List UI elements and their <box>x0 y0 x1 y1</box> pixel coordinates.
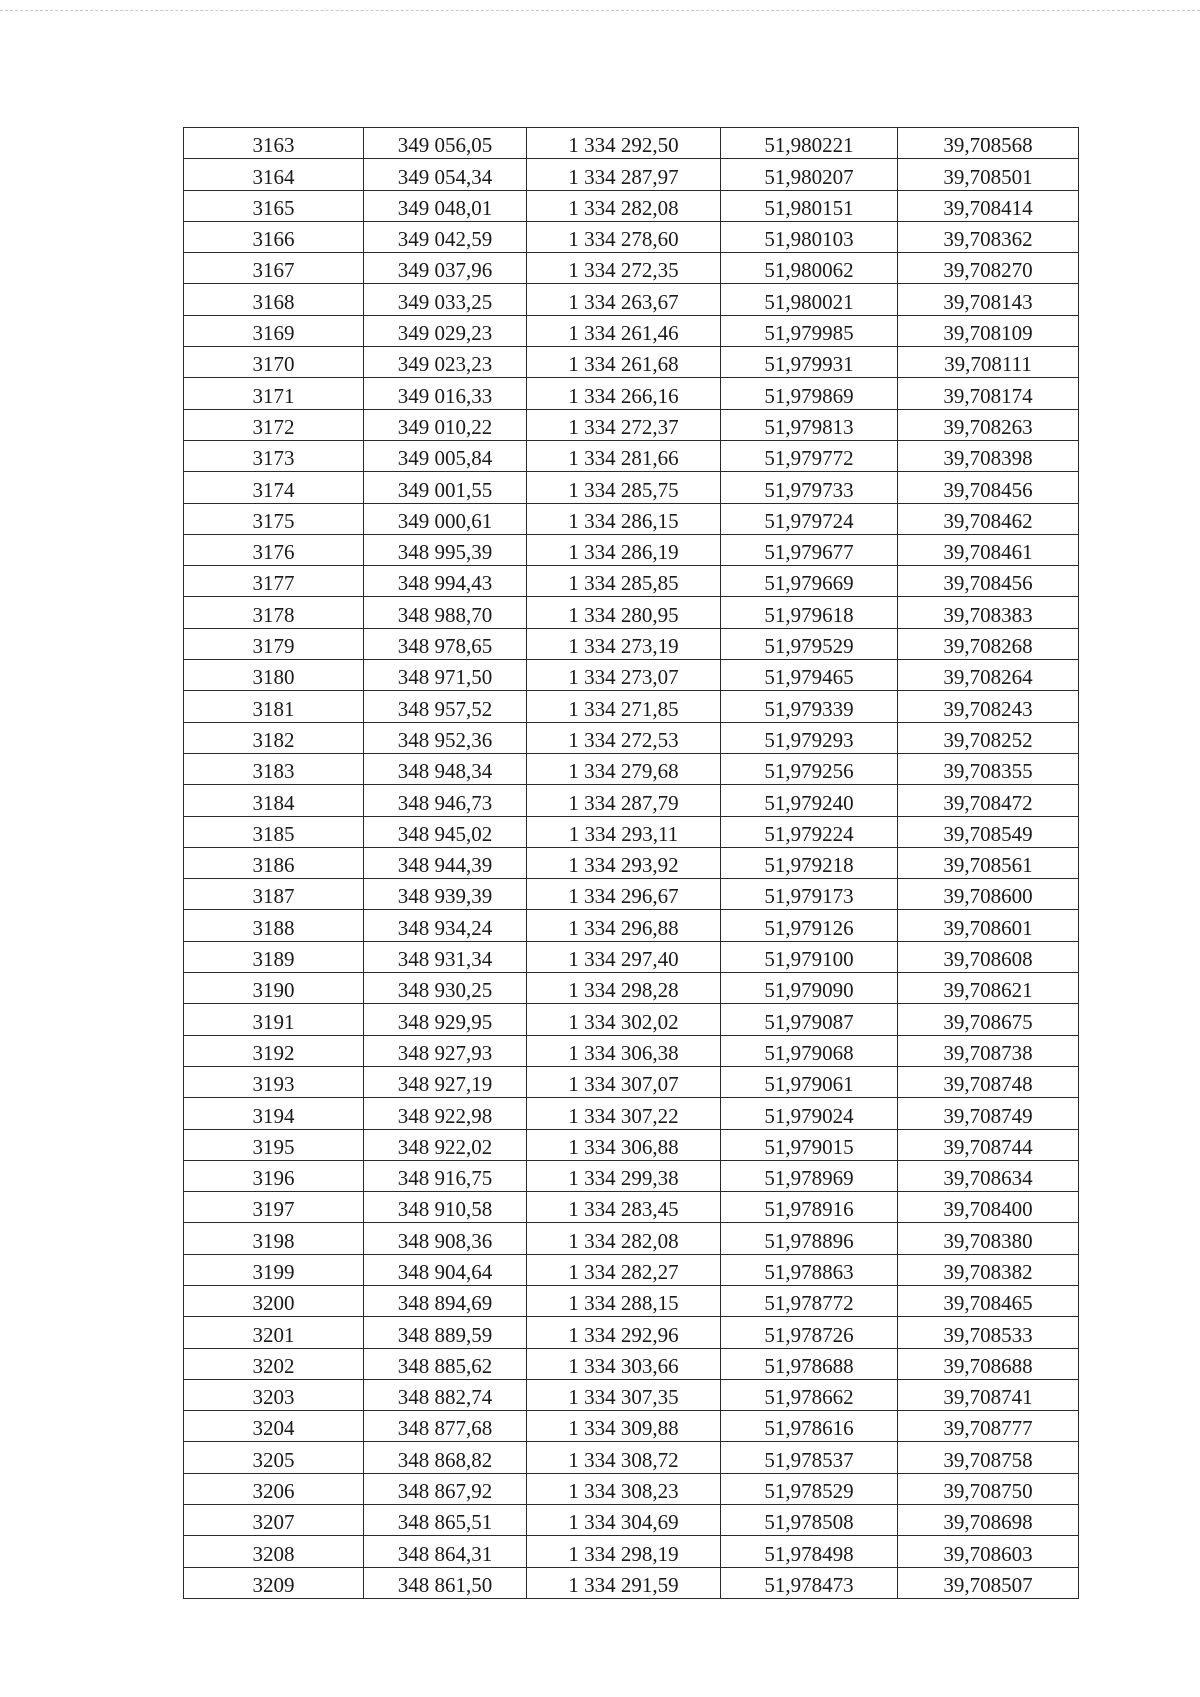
table-row <box>184 347 1079 378</box>
point-number-cell: 3169 <box>184 315 364 346</box>
table-row <box>184 1035 1079 1066</box>
y-coordinate-cell: 1 334 296,67 <box>527 879 721 910</box>
table-row <box>184 1004 1079 1035</box>
point-number-cell: 3205 <box>184 1442 364 1473</box>
longitude-cell: 39,708383 <box>898 597 1079 628</box>
latitude-cell: 51,979985 <box>721 315 898 346</box>
table-row <box>184 816 1079 847</box>
table-row <box>184 315 1079 346</box>
point-number-cell: 3208 <box>184 1536 364 1567</box>
x-coordinate-cell: 348 916,75 <box>364 1160 527 1191</box>
x-coordinate-cell: 348 904,64 <box>364 1254 527 1285</box>
latitude-cell: 51,978662 <box>721 1379 898 1410</box>
longitude-cell: 39,708243 <box>898 691 1079 722</box>
table-row <box>184 534 1079 565</box>
point-number-cell: 3176 <box>184 534 364 565</box>
latitude-cell: 51,979100 <box>721 941 898 972</box>
scan-top-edge <box>0 10 1200 11</box>
y-coordinate-cell: 1 334 279,68 <box>527 753 721 784</box>
y-coordinate-cell: 1 334 283,45 <box>527 1192 721 1223</box>
table-row <box>184 785 1079 816</box>
x-coordinate-cell: 348 978,65 <box>364 628 527 659</box>
table-row <box>184 1160 1079 1191</box>
point-number-cell: 3175 <box>184 503 364 534</box>
x-coordinate-cell: 348 927,19 <box>364 1066 527 1097</box>
table-row <box>184 1129 1079 1160</box>
table-row <box>184 440 1079 471</box>
point-number-cell: 3180 <box>184 660 364 691</box>
longitude-cell: 39,708414 <box>898 190 1079 221</box>
x-coordinate-cell: 349 054,34 <box>364 159 527 190</box>
x-coordinate-cell: 348 908,36 <box>364 1223 527 1254</box>
table-row <box>184 753 1079 784</box>
y-coordinate-cell: 1 334 298,19 <box>527 1536 721 1567</box>
x-coordinate-cell: 348 939,39 <box>364 879 527 910</box>
table-row <box>184 597 1079 628</box>
x-coordinate-cell: 349 029,23 <box>364 315 527 346</box>
point-number-cell: 3165 <box>184 190 364 221</box>
y-coordinate-cell: 1 334 286,19 <box>527 534 721 565</box>
x-coordinate-cell: 348 885,62 <box>364 1348 527 1379</box>
x-coordinate-cell: 349 005,84 <box>364 440 527 471</box>
longitude-cell: 39,708568 <box>898 128 1079 159</box>
point-number-cell: 3192 <box>184 1035 364 1066</box>
x-coordinate-cell: 349 000,61 <box>364 503 527 534</box>
table-row <box>184 253 1079 284</box>
x-coordinate-cell: 348 930,25 <box>364 973 527 1004</box>
x-coordinate-cell: 349 056,05 <box>364 128 527 159</box>
longitude-cell: 39,708688 <box>898 1348 1079 1379</box>
point-number-cell: 3163 <box>184 128 364 159</box>
latitude-cell: 51,978969 <box>721 1160 898 1191</box>
table-row <box>184 941 1079 972</box>
y-coordinate-cell: 1 334 281,66 <box>527 440 721 471</box>
point-number-cell: 3186 <box>184 847 364 878</box>
point-number-cell: 3207 <box>184 1505 364 1536</box>
latitude-cell: 51,979529 <box>721 628 898 659</box>
y-coordinate-cell: 1 334 303,66 <box>527 1348 721 1379</box>
point-number-cell: 3206 <box>184 1473 364 1504</box>
x-coordinate-cell: 348 929,95 <box>364 1004 527 1035</box>
latitude-cell: 51,980103 <box>721 221 898 252</box>
table-row <box>184 284 1079 315</box>
table-row <box>184 1505 1079 1536</box>
x-coordinate-cell: 348 957,52 <box>364 691 527 722</box>
longitude-cell: 39,708382 <box>898 1254 1079 1285</box>
table-row <box>184 1442 1079 1473</box>
point-number-cell: 3183 <box>184 753 364 784</box>
longitude-cell: 39,708263 <box>898 409 1079 440</box>
y-coordinate-cell: 1 334 286,15 <box>527 503 721 534</box>
longitude-cell: 39,708744 <box>898 1129 1079 1160</box>
y-coordinate-cell: 1 334 306,38 <box>527 1035 721 1066</box>
longitude-cell: 39,708698 <box>898 1505 1079 1536</box>
latitude-cell: 51,978863 <box>721 1254 898 1285</box>
y-coordinate-cell: 1 334 278,60 <box>527 221 721 252</box>
point-number-cell: 3172 <box>184 409 364 440</box>
longitude-cell: 39,708252 <box>898 722 1079 753</box>
longitude-cell: 39,708750 <box>898 1473 1079 1504</box>
point-number-cell: 3182 <box>184 722 364 753</box>
table-row <box>184 1348 1079 1379</box>
latitude-cell: 51,979224 <box>721 816 898 847</box>
longitude-cell: 39,708675 <box>898 1004 1079 1035</box>
table-row <box>184 660 1079 691</box>
longitude-cell: 39,708362 <box>898 221 1079 252</box>
latitude-cell: 51,978537 <box>721 1442 898 1473</box>
x-coordinate-cell: 349 042,59 <box>364 221 527 252</box>
latitude-cell: 51,979931 <box>721 347 898 378</box>
point-number-cell: 3209 <box>184 1567 364 1598</box>
longitude-cell: 39,708264 <box>898 660 1079 691</box>
y-coordinate-cell: 1 334 261,46 <box>527 315 721 346</box>
point-number-cell: 3199 <box>184 1254 364 1285</box>
table-row <box>184 879 1079 910</box>
x-coordinate-cell: 348 927,93 <box>364 1035 527 1066</box>
table-row <box>184 378 1079 409</box>
y-coordinate-cell: 1 334 272,37 <box>527 409 721 440</box>
x-coordinate-cell: 348 910,58 <box>364 1192 527 1223</box>
longitude-cell: 39,708533 <box>898 1317 1079 1348</box>
longitude-cell: 39,708634 <box>898 1160 1079 1191</box>
longitude-cell: 39,708111 <box>898 347 1079 378</box>
y-coordinate-cell: 1 334 282,27 <box>527 1254 721 1285</box>
y-coordinate-cell: 1 334 296,88 <box>527 910 721 941</box>
latitude-cell: 51,979126 <box>721 910 898 941</box>
longitude-cell: 39,708268 <box>898 628 1079 659</box>
x-coordinate-cell: 349 048,01 <box>364 190 527 221</box>
latitude-cell: 51,979256 <box>721 753 898 784</box>
x-coordinate-cell: 348 877,68 <box>364 1411 527 1442</box>
table-row <box>184 472 1079 503</box>
latitude-cell: 51,978916 <box>721 1192 898 1223</box>
latitude-cell: 51,979090 <box>721 973 898 1004</box>
latitude-cell: 51,979618 <box>721 597 898 628</box>
x-coordinate-cell: 348 945,02 <box>364 816 527 847</box>
longitude-cell: 39,708472 <box>898 785 1079 816</box>
y-coordinate-cell: 1 334 285,85 <box>527 566 721 597</box>
x-coordinate-cell: 348 894,69 <box>364 1285 527 1316</box>
y-coordinate-cell: 1 334 273,19 <box>527 628 721 659</box>
x-coordinate-cell: 349 010,22 <box>364 409 527 440</box>
longitude-cell: 39,708355 <box>898 753 1079 784</box>
y-coordinate-cell: 1 334 280,95 <box>527 597 721 628</box>
table-row <box>184 910 1079 941</box>
y-coordinate-cell: 1 334 298,28 <box>527 973 721 1004</box>
point-number-cell: 3190 <box>184 973 364 1004</box>
longitude-cell: 39,708456 <box>898 472 1079 503</box>
table-row <box>184 503 1079 534</box>
point-number-cell: 3177 <box>184 566 364 597</box>
longitude-cell: 39,708461 <box>898 534 1079 565</box>
longitude-cell: 39,708621 <box>898 973 1079 1004</box>
longitude-cell: 39,708738 <box>898 1035 1079 1066</box>
y-coordinate-cell: 1 334 273,07 <box>527 660 721 691</box>
x-coordinate-cell: 348 931,34 <box>364 941 527 972</box>
point-number-cell: 3168 <box>184 284 364 315</box>
table-row <box>184 128 1079 159</box>
point-number-cell: 3171 <box>184 378 364 409</box>
point-number-cell: 3184 <box>184 785 364 816</box>
latitude-cell: 51,979733 <box>721 472 898 503</box>
longitude-cell: 39,708507 <box>898 1567 1079 1598</box>
latitude-cell: 51,978498 <box>721 1536 898 1567</box>
longitude-cell: 39,708400 <box>898 1192 1079 1223</box>
table-row <box>184 1379 1079 1410</box>
latitude-cell: 51,979813 <box>721 409 898 440</box>
x-coordinate-cell: 348 922,02 <box>364 1129 527 1160</box>
table-row <box>184 1411 1079 1442</box>
table-row <box>184 1098 1079 1129</box>
x-coordinate-cell: 348 971,50 <box>364 660 527 691</box>
x-coordinate-cell: 349 001,55 <box>364 472 527 503</box>
point-number-cell: 3170 <box>184 347 364 378</box>
longitude-cell: 39,708465 <box>898 1285 1079 1316</box>
x-coordinate-cell: 348 946,73 <box>364 785 527 816</box>
table-row <box>184 1285 1079 1316</box>
table-row <box>184 1317 1079 1348</box>
x-coordinate-cell: 348 934,24 <box>364 910 527 941</box>
point-number-cell: 3196 <box>184 1160 364 1191</box>
latitude-cell: 51,979677 <box>721 534 898 565</box>
table-row <box>184 1254 1079 1285</box>
longitude-cell: 39,708270 <box>898 253 1079 284</box>
latitude-cell: 51,979465 <box>721 660 898 691</box>
longitude-cell: 39,708777 <box>898 1411 1079 1442</box>
latitude-cell: 51,979068 <box>721 1035 898 1066</box>
y-coordinate-cell: 1 334 293,92 <box>527 847 721 878</box>
x-coordinate-cell: 348 861,50 <box>364 1567 527 1598</box>
y-coordinate-cell: 1 334 291,59 <box>527 1567 721 1598</box>
coordinates-table-body <box>184 128 1079 1599</box>
point-number-cell: 3198 <box>184 1223 364 1254</box>
x-coordinate-cell: 349 037,96 <box>364 253 527 284</box>
point-number-cell: 3201 <box>184 1317 364 1348</box>
y-coordinate-cell: 1 334 292,96 <box>527 1317 721 1348</box>
latitude-cell: 51,979339 <box>721 691 898 722</box>
y-coordinate-cell: 1 334 297,40 <box>527 941 721 972</box>
y-coordinate-cell: 1 334 292,50 <box>527 128 721 159</box>
coordinates-table <box>183 127 1079 1599</box>
point-number-cell: 3193 <box>184 1066 364 1097</box>
longitude-cell: 39,708456 <box>898 566 1079 597</box>
longitude-cell: 39,708462 <box>898 503 1079 534</box>
y-coordinate-cell: 1 334 307,07 <box>527 1066 721 1097</box>
point-number-cell: 3195 <box>184 1129 364 1160</box>
table-row <box>184 409 1079 440</box>
latitude-cell: 51,979240 <box>721 785 898 816</box>
y-coordinate-cell: 1 334 282,08 <box>527 1223 721 1254</box>
y-coordinate-cell: 1 334 299,38 <box>527 1160 721 1191</box>
point-number-cell: 3178 <box>184 597 364 628</box>
longitude-cell: 39,708749 <box>898 1098 1079 1129</box>
point-number-cell: 3197 <box>184 1192 364 1223</box>
table-row <box>184 221 1079 252</box>
point-number-cell: 3200 <box>184 1285 364 1316</box>
latitude-cell: 51,978688 <box>721 1348 898 1379</box>
longitude-cell: 39,708143 <box>898 284 1079 315</box>
point-number-cell: 3166 <box>184 221 364 252</box>
y-coordinate-cell: 1 334 261,68 <box>527 347 721 378</box>
table-row <box>184 566 1079 597</box>
table-row <box>184 973 1079 1004</box>
x-coordinate-cell: 348 922,98 <box>364 1098 527 1129</box>
longitude-cell: 39,708561 <box>898 847 1079 878</box>
y-coordinate-cell: 1 334 271,85 <box>527 691 721 722</box>
point-number-cell: 3181 <box>184 691 364 722</box>
y-coordinate-cell: 1 334 288,15 <box>527 1285 721 1316</box>
x-coordinate-cell: 348 988,70 <box>364 597 527 628</box>
point-number-cell: 3185 <box>184 816 364 847</box>
longitude-cell: 39,708380 <box>898 1223 1079 1254</box>
point-number-cell: 3191 <box>184 1004 364 1035</box>
x-coordinate-cell: 348 865,51 <box>364 1505 527 1536</box>
table-row <box>184 1223 1079 1254</box>
point-number-cell: 3203 <box>184 1379 364 1410</box>
x-coordinate-cell: 349 033,25 <box>364 284 527 315</box>
longitude-cell: 39,708398 <box>898 440 1079 471</box>
latitude-cell: 51,980151 <box>721 190 898 221</box>
longitude-cell: 39,708501 <box>898 159 1079 190</box>
latitude-cell: 51,978896 <box>721 1223 898 1254</box>
latitude-cell: 51,978772 <box>721 1285 898 1316</box>
table-row <box>184 1536 1079 1567</box>
y-coordinate-cell: 1 334 293,11 <box>527 816 721 847</box>
table-row <box>184 691 1079 722</box>
point-number-cell: 3167 <box>184 253 364 284</box>
y-coordinate-cell: 1 334 287,79 <box>527 785 721 816</box>
latitude-cell: 51,979015 <box>721 1129 898 1160</box>
point-number-cell: 3179 <box>184 628 364 659</box>
y-coordinate-cell: 1 334 272,35 <box>527 253 721 284</box>
y-coordinate-cell: 1 334 308,23 <box>527 1473 721 1504</box>
latitude-cell: 51,979173 <box>721 879 898 910</box>
y-coordinate-cell: 1 334 308,72 <box>527 1442 721 1473</box>
table-row <box>184 190 1079 221</box>
longitude-cell: 39,708748 <box>898 1066 1079 1097</box>
longitude-cell: 39,708109 <box>898 315 1079 346</box>
table-row <box>184 847 1079 878</box>
longitude-cell: 39,708741 <box>898 1379 1079 1410</box>
latitude-cell: 51,978726 <box>721 1317 898 1348</box>
latitude-cell: 51,980207 <box>721 159 898 190</box>
y-coordinate-cell: 1 334 304,69 <box>527 1505 721 1536</box>
latitude-cell: 51,979869 <box>721 378 898 409</box>
y-coordinate-cell: 1 334 287,97 <box>527 159 721 190</box>
y-coordinate-cell: 1 334 306,88 <box>527 1129 721 1160</box>
latitude-cell: 51,980062 <box>721 253 898 284</box>
point-number-cell: 3174 <box>184 472 364 503</box>
latitude-cell: 51,979061 <box>721 1066 898 1097</box>
table-row <box>184 722 1079 753</box>
latitude-cell: 51,980221 <box>721 128 898 159</box>
x-coordinate-cell: 348 868,82 <box>364 1442 527 1473</box>
table-row <box>184 1473 1079 1504</box>
x-coordinate-cell: 348 944,39 <box>364 847 527 878</box>
point-number-cell: 3194 <box>184 1098 364 1129</box>
latitude-cell: 51,979293 <box>721 722 898 753</box>
y-coordinate-cell: 1 334 302,02 <box>527 1004 721 1035</box>
longitude-cell: 39,708601 <box>898 910 1079 941</box>
x-coordinate-cell: 348 867,92 <box>364 1473 527 1504</box>
x-coordinate-cell: 348 952,36 <box>364 722 527 753</box>
y-coordinate-cell: 1 334 307,22 <box>527 1098 721 1129</box>
y-coordinate-cell: 1 334 285,75 <box>527 472 721 503</box>
x-coordinate-cell: 348 882,74 <box>364 1379 527 1410</box>
longitude-cell: 39,708549 <box>898 816 1079 847</box>
table-row <box>184 159 1079 190</box>
point-number-cell: 3164 <box>184 159 364 190</box>
point-number-cell: 3204 <box>184 1411 364 1442</box>
x-coordinate-cell: 348 948,34 <box>364 753 527 784</box>
longitude-cell: 39,708174 <box>898 378 1079 409</box>
latitude-cell: 51,978616 <box>721 1411 898 1442</box>
latitude-cell: 51,979218 <box>721 847 898 878</box>
point-number-cell: 3173 <box>184 440 364 471</box>
y-coordinate-cell: 1 334 307,35 <box>527 1379 721 1410</box>
latitude-cell: 51,979669 <box>721 566 898 597</box>
x-coordinate-cell: 348 889,59 <box>364 1317 527 1348</box>
latitude-cell: 51,980021 <box>721 284 898 315</box>
longitude-cell: 39,708758 <box>898 1442 1079 1473</box>
table-row <box>184 1567 1079 1598</box>
latitude-cell: 51,979024 <box>721 1098 898 1129</box>
y-coordinate-cell: 1 334 263,67 <box>527 284 721 315</box>
y-coordinate-cell: 1 334 266,16 <box>527 378 721 409</box>
x-coordinate-cell: 348 864,31 <box>364 1536 527 1567</box>
longitude-cell: 39,708603 <box>898 1536 1079 1567</box>
coordinates-table-container <box>183 127 1078 1599</box>
latitude-cell: 51,978473 <box>721 1567 898 1598</box>
x-coordinate-cell: 349 016,33 <box>364 378 527 409</box>
latitude-cell: 51,978508 <box>721 1505 898 1536</box>
table-row <box>184 1192 1079 1223</box>
point-number-cell: 3189 <box>184 941 364 972</box>
y-coordinate-cell: 1 334 282,08 <box>527 190 721 221</box>
y-coordinate-cell: 1 334 272,53 <box>527 722 721 753</box>
point-number-cell: 3187 <box>184 879 364 910</box>
y-coordinate-cell: 1 334 309,88 <box>527 1411 721 1442</box>
point-number-cell: 3202 <box>184 1348 364 1379</box>
table-row <box>184 1066 1079 1097</box>
latitude-cell: 51,979772 <box>721 440 898 471</box>
latitude-cell: 51,979724 <box>721 503 898 534</box>
longitude-cell: 39,708600 <box>898 879 1079 910</box>
table-row <box>184 628 1079 659</box>
x-coordinate-cell: 348 994,43 <box>364 566 527 597</box>
x-coordinate-cell: 348 995,39 <box>364 534 527 565</box>
longitude-cell: 39,708608 <box>898 941 1079 972</box>
latitude-cell: 51,979087 <box>721 1004 898 1035</box>
point-number-cell: 3188 <box>184 910 364 941</box>
latitude-cell: 51,978529 <box>721 1473 898 1504</box>
x-coordinate-cell: 349 023,23 <box>364 347 527 378</box>
